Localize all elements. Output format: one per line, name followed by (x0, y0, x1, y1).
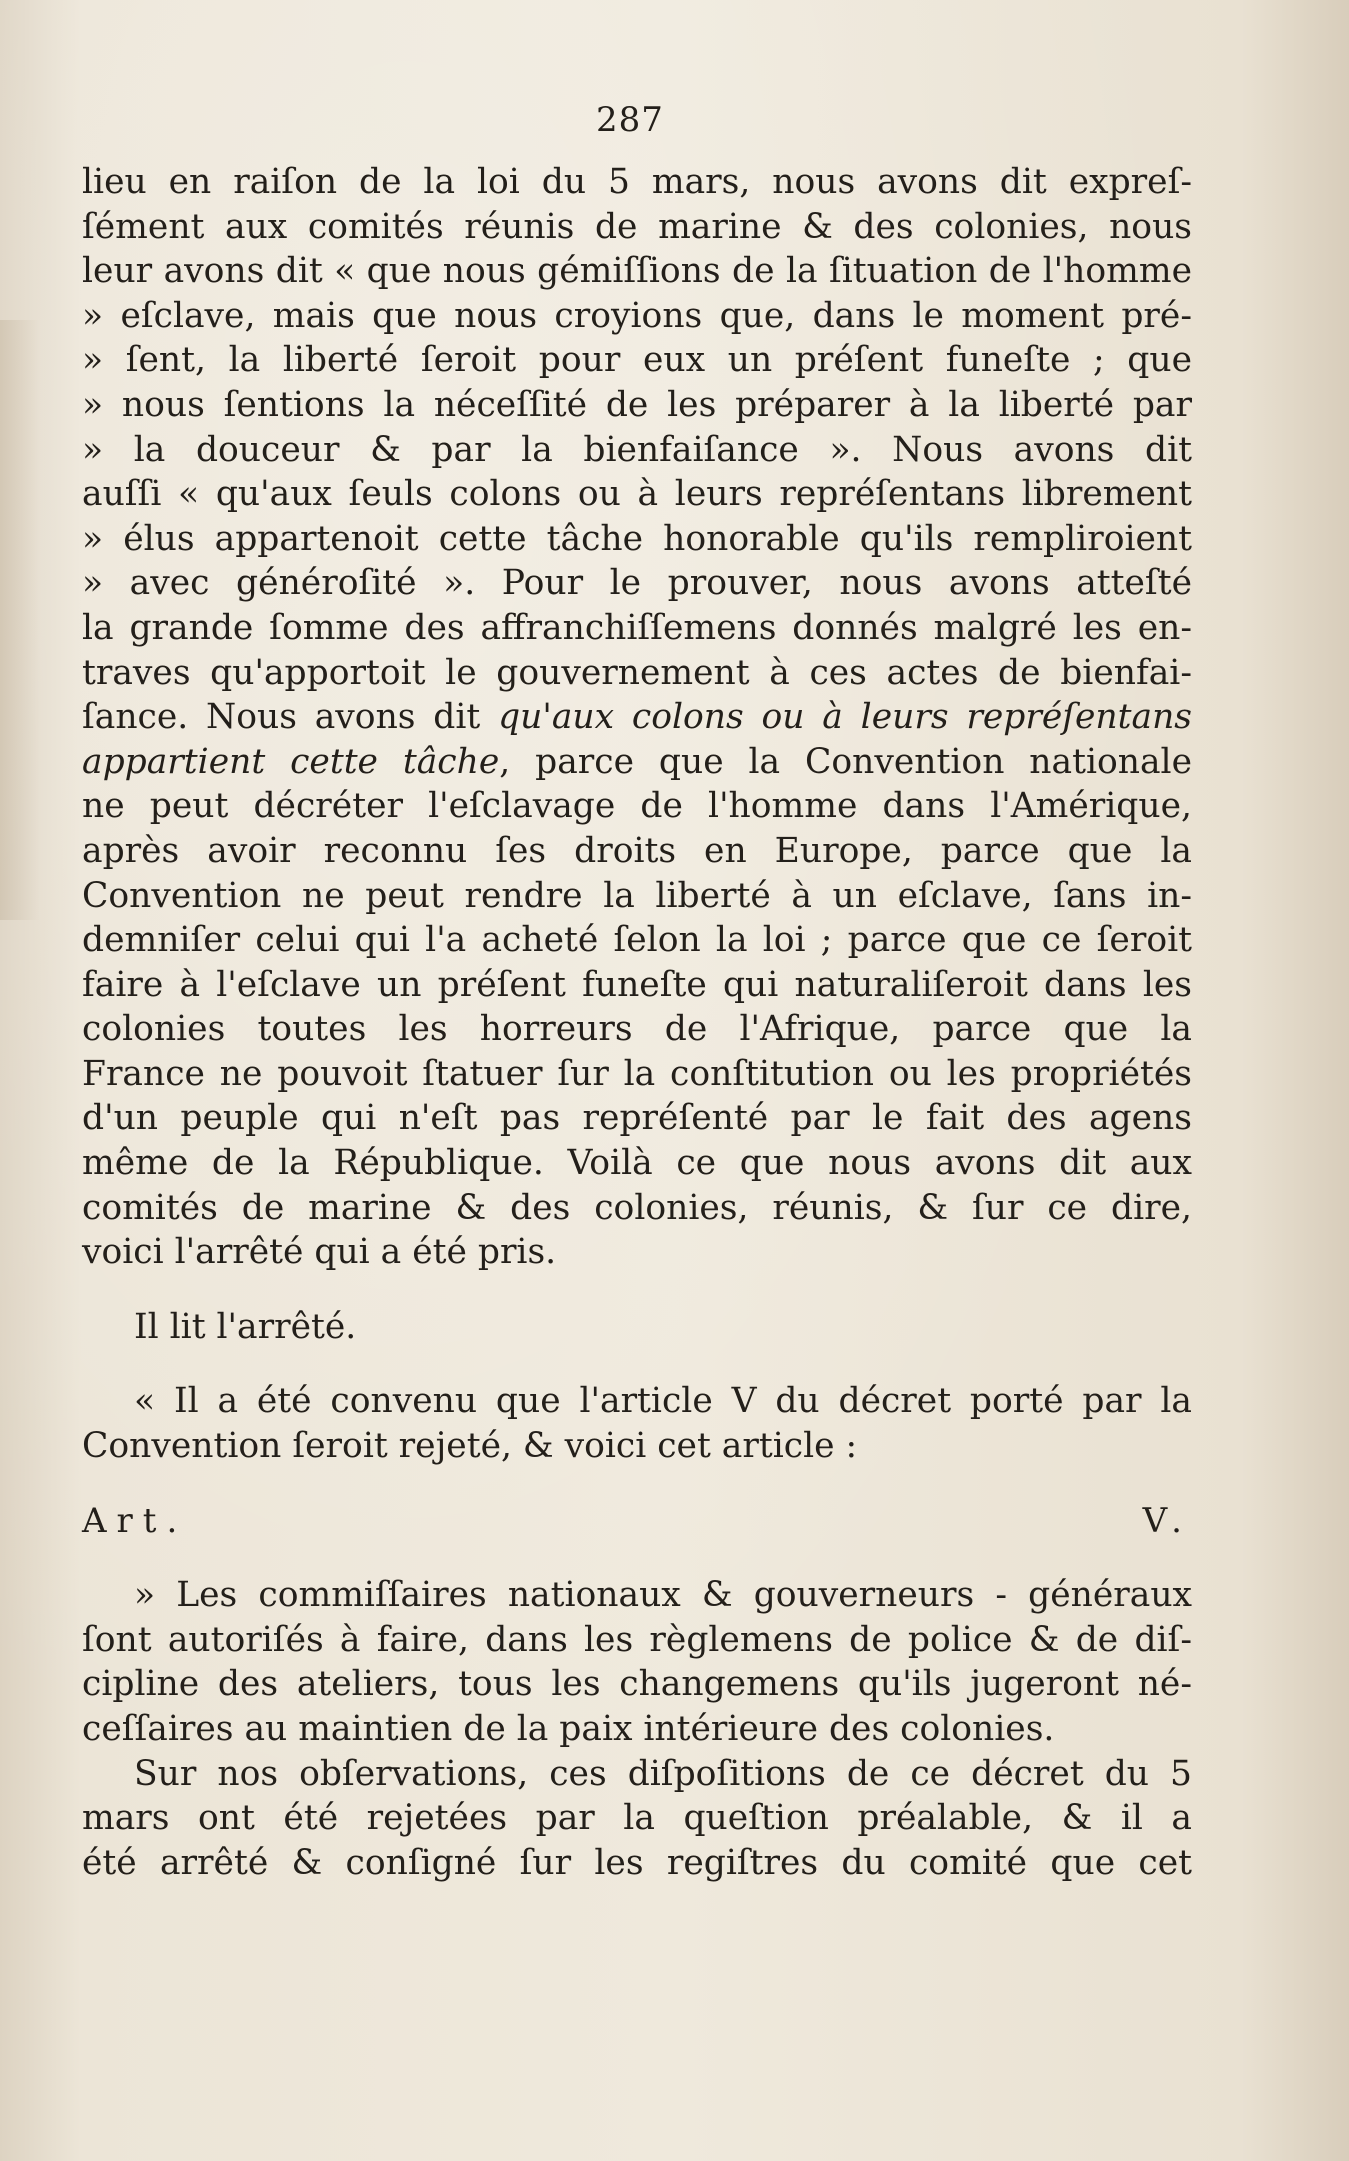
paragraph-gap (82, 1275, 1192, 1305)
text-line (82, 740, 1192, 785)
text-line: auſſi « qu'aux ſeuls colons ou à leurs repréſentans librement (82, 474, 1192, 515)
text-line: » avec généroſité ». Pour le prouver, nous avons atteſté (82, 563, 1192, 604)
text-line: après avoir reconnu ſes droits en Europe, parce que la (82, 830, 1192, 871)
text-line: la grande ſomme des affranchiſſemens donnés malgré les en- (82, 607, 1192, 648)
text-line: même de la République. Voilà ce que nous avons dit aux (82, 1143, 1192, 1184)
text-line: ne peut décréter l'eſclavage de l'homme dans l'Amérique, (82, 786, 1192, 827)
stage-direction: Il lit l'arrêté. (134, 1306, 357, 1347)
text-line: ſément aux comités réunis de marine & des colonies, nous (82, 206, 1192, 247)
paragraph-gap (82, 1543, 1192, 1573)
text-line: » eſclave, mais que nous croyions que, dans le moment pré- (82, 295, 1192, 336)
paper-stain (0, 320, 40, 920)
text-line: » la douceur & par la bienfaiſance ». Nous avons dit (82, 429, 1192, 470)
text-line: comités de marine & des colonies, réunis, & ſur ce dire, (82, 1187, 1192, 1228)
text-line: mars ont été rejetées par la queſtion préalable, & il a (82, 1798, 1192, 1839)
paragraph-gap (82, 1469, 1192, 1499)
text-line: ceſſaires au maintien de la paix intérieure des colonies. (82, 1709, 1055, 1749)
text-line: » élus appartenoit cette tâche honorable qu'ils rempliroient (82, 518, 1192, 559)
text-line: d'un peuple qui n'eſt pas repréſenté par le fait des agens (82, 1098, 1192, 1139)
text-line: » Les commiſſaires nationaux & gouverneurs - généraux (134, 1575, 1192, 1616)
paragraph-gap (82, 1349, 1192, 1379)
text-line: colonies toutes les horreurs de l'Afrique, parce que la (82, 1009, 1192, 1050)
text-line: voici l'arrêté qui a été pris. (82, 1232, 557, 1273)
text-line: lieu en raiſon de la loi du 5 mars, nous avons dit expreſ- (82, 162, 1192, 202)
text-line: faire à l'eſclave un préſent funeſte qui naturaliſeroit dans les (82, 964, 1192, 1005)
page-number: 287 (596, 100, 664, 140)
text-line (82, 695, 1192, 740)
italic-quote: appartient cette tâche (82, 741, 500, 782)
text-line: cipline des ateliers, tous les changemens qu'ils jugeront né- (82, 1664, 1192, 1705)
text-line: été arrêté & conſigné ſur les regiſtres du comité que cet (82, 1842, 1192, 1883)
text-line: Convention ne peut rendre la liberté à un eſclave, ſans in- (82, 875, 1192, 916)
text-line: Convention ſeroit rejeté, & voici cet article : (82, 1426, 858, 1467)
text-line: Sur nos obſervations, ces diſpoſitions de ce décret du 5 (134, 1753, 1192, 1794)
article-heading: Art. V. (82, 1500, 1192, 1541)
text-line: « Il a été convenu que l'article V du décret porté par la (134, 1381, 1192, 1422)
italic-quote: qu'aux colons ou à leurs repréſentans (498, 697, 1192, 738)
text-line: » nous ſentions la néceſſité de les préparer à la liberté par (82, 384, 1192, 425)
text-line: ſont autoriſés à faire, dans les règlemens de police & de diſ- (82, 1619, 1192, 1660)
text-segment: ſance. Nous avons dit (82, 697, 481, 738)
body-text (82, 160, 1192, 1885)
text-line: traves qu'apportoit le gouvernement à ces actes de bienfai- (82, 652, 1192, 693)
text-line: leur avons dit « que nous gémiſſions de la ſituation de l'homme (82, 251, 1192, 292)
text-line: » ſent, la liberté ſeroit pour eux un préſent funeſte ; que (82, 340, 1192, 381)
text-line: France ne pouvoit ſtatuer ſur la conſtitution ou les propriétés (82, 1053, 1192, 1094)
text-segment: , parce que la Convention nationale (499, 741, 1193, 782)
text-line: demniſer celui qui l'a acheté ſelon la loi ; parce que ce ſeroit (82, 920, 1192, 961)
